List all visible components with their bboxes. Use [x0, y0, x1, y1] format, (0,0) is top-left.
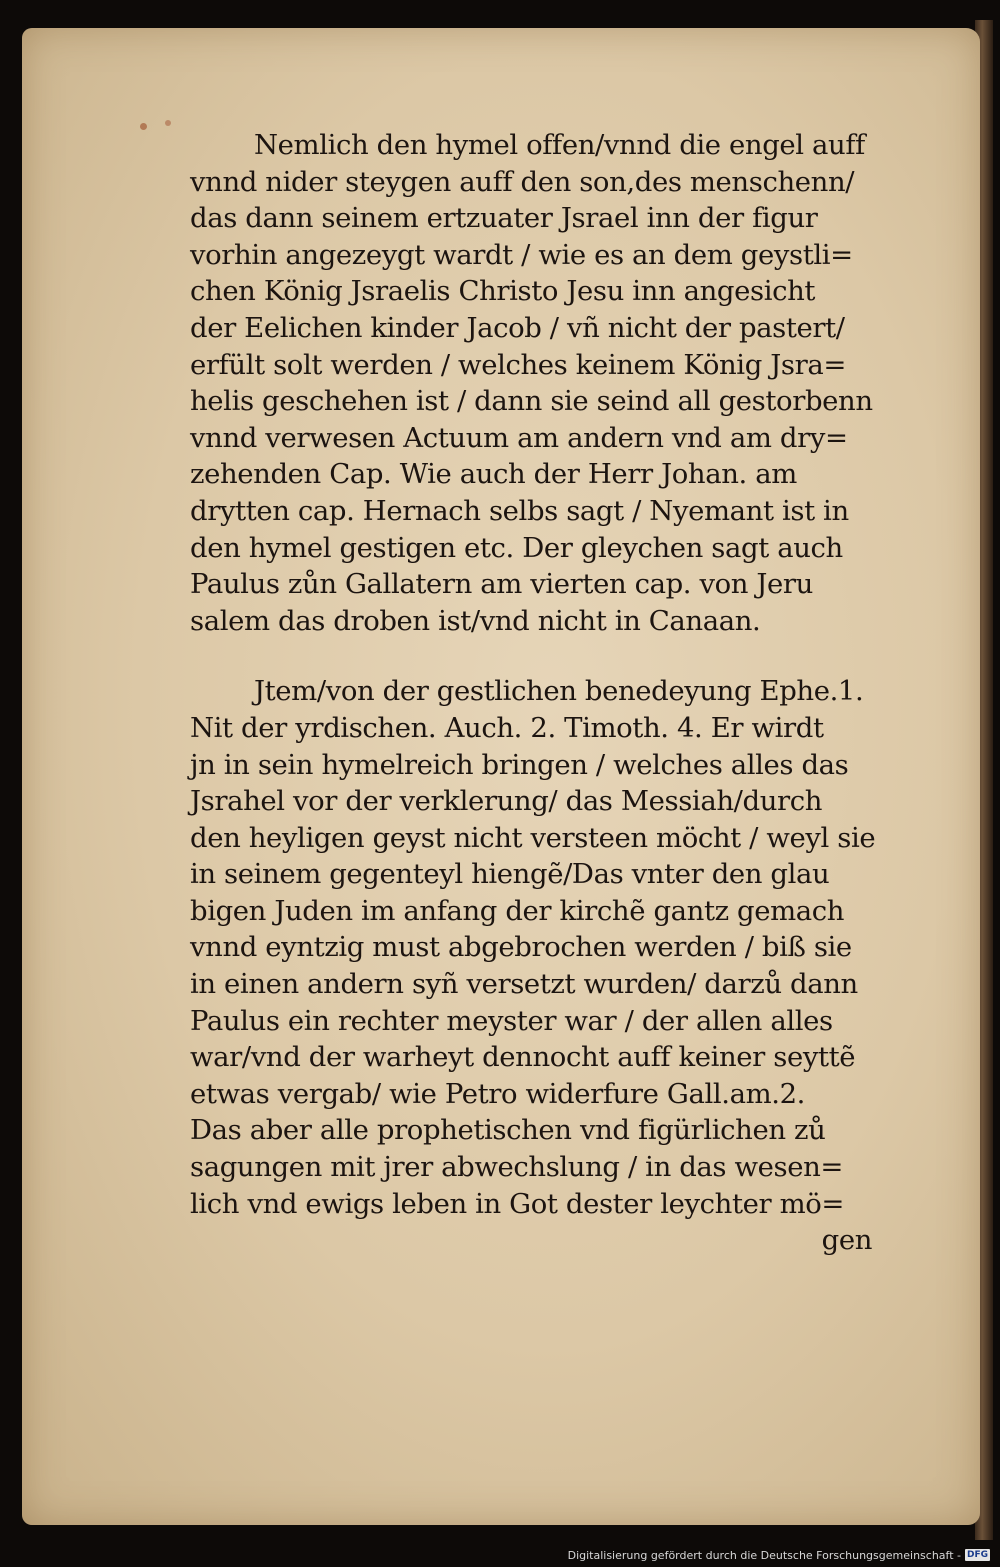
text-line: erfült solt werden / welches keinem König Jsra= [190, 348, 846, 381]
text-line: vorhin angezeygt wardt / wie es an dem geystli= [190, 238, 853, 271]
text-line: in einen andern syñ versetzt wurden/ darzů dann [190, 968, 858, 1001]
dfg-logo: DFG [966, 1550, 988, 1560]
text-line: chen König Jsraelis Christo Jesu inn angesicht [190, 275, 816, 308]
catchword: gen [821, 1224, 872, 1257]
text-line: etwas vergab/ wie Petro widerfure Gall.am.2. [190, 1077, 806, 1110]
text-line: der Eelichen kinder Jacob / vñ nicht der pastert/ [190, 311, 845, 344]
paragraph-2 [190, 673, 910, 1259]
text-line: zehenden Cap. Wie auch der Herr Johan. am [190, 458, 797, 491]
paper-stain [165, 120, 171, 126]
digitization-credit [568, 1547, 990, 1563]
text-line: vnnd verwesen Actuum am andern vnd am dry= [190, 421, 848, 454]
paragraph-1 [190, 127, 910, 639]
text-line: Nemlich den hymel offen/vnnd die engel auff [254, 129, 865, 161]
text-line: Nit der yrdischen. Auch. 2. Timoth. 4. Er wirdt [190, 711, 824, 744]
text-line: vnnd nider steygen auff den son,des menschenn/ [190, 165, 855, 198]
text-line: den heyligen geyst nicht versteen möcht / weyl sie [190, 821, 876, 854]
page-text [190, 127, 910, 1259]
text-line: war/vnd der warheyt dennocht auff keiner seyttẽ [190, 1041, 856, 1074]
text-line: helis geschehen ist / dann sie seind all gestorbenn [190, 385, 873, 418]
text-line: bigen Juden im anfang der kirchẽ gantz gemach [190, 894, 845, 927]
paper-stain [140, 123, 147, 130]
text-line: vnnd eyntzig must abgebrochen werden / biß sie [190, 931, 852, 964]
text-line: Das aber alle prophetischen vnd figürlichen zů [190, 1114, 826, 1147]
text-line: jn in sein hymelreich bringen / welches alles das [190, 748, 849, 781]
text-line: Jtem/von der gestlichen benedeyung Ephe.1. [254, 675, 864, 708]
text-line: lich vnd ewigs leben in Got dester leychter mö= [190, 1187, 845, 1220]
text-line: Jsrahel vor der verklerung/ das Messiah/durch [190, 785, 823, 818]
text-line: Paulus ein rechter meyster war / der allen alles [190, 1004, 833, 1037]
text-line: sagungen mit jrer abwechslung / in das wesen= [190, 1151, 844, 1184]
text-line: den hymel gestigen etc. Der gleychen sagt auch [190, 531, 843, 564]
text-line: das dann seinem ertzuater Jsrael inn der figur [190, 202, 818, 235]
text-line: salem das droben ist/vnd nicht in Canaan. [190, 604, 761, 637]
text-line: in seinem gegenteyl hiengẽ/Das vnter den glau [190, 858, 830, 891]
credit-text: Digitalisierung gefördert durch die Deutsche Forschungsgemeinschaft - [567, 1548, 961, 1562]
text-line: Paulus zůn Gallatern am vierten cap. von Jeru [190, 568, 813, 601]
text-line: drytten cap. Hernach selbs sagt / Nyemant ist in [190, 494, 849, 527]
